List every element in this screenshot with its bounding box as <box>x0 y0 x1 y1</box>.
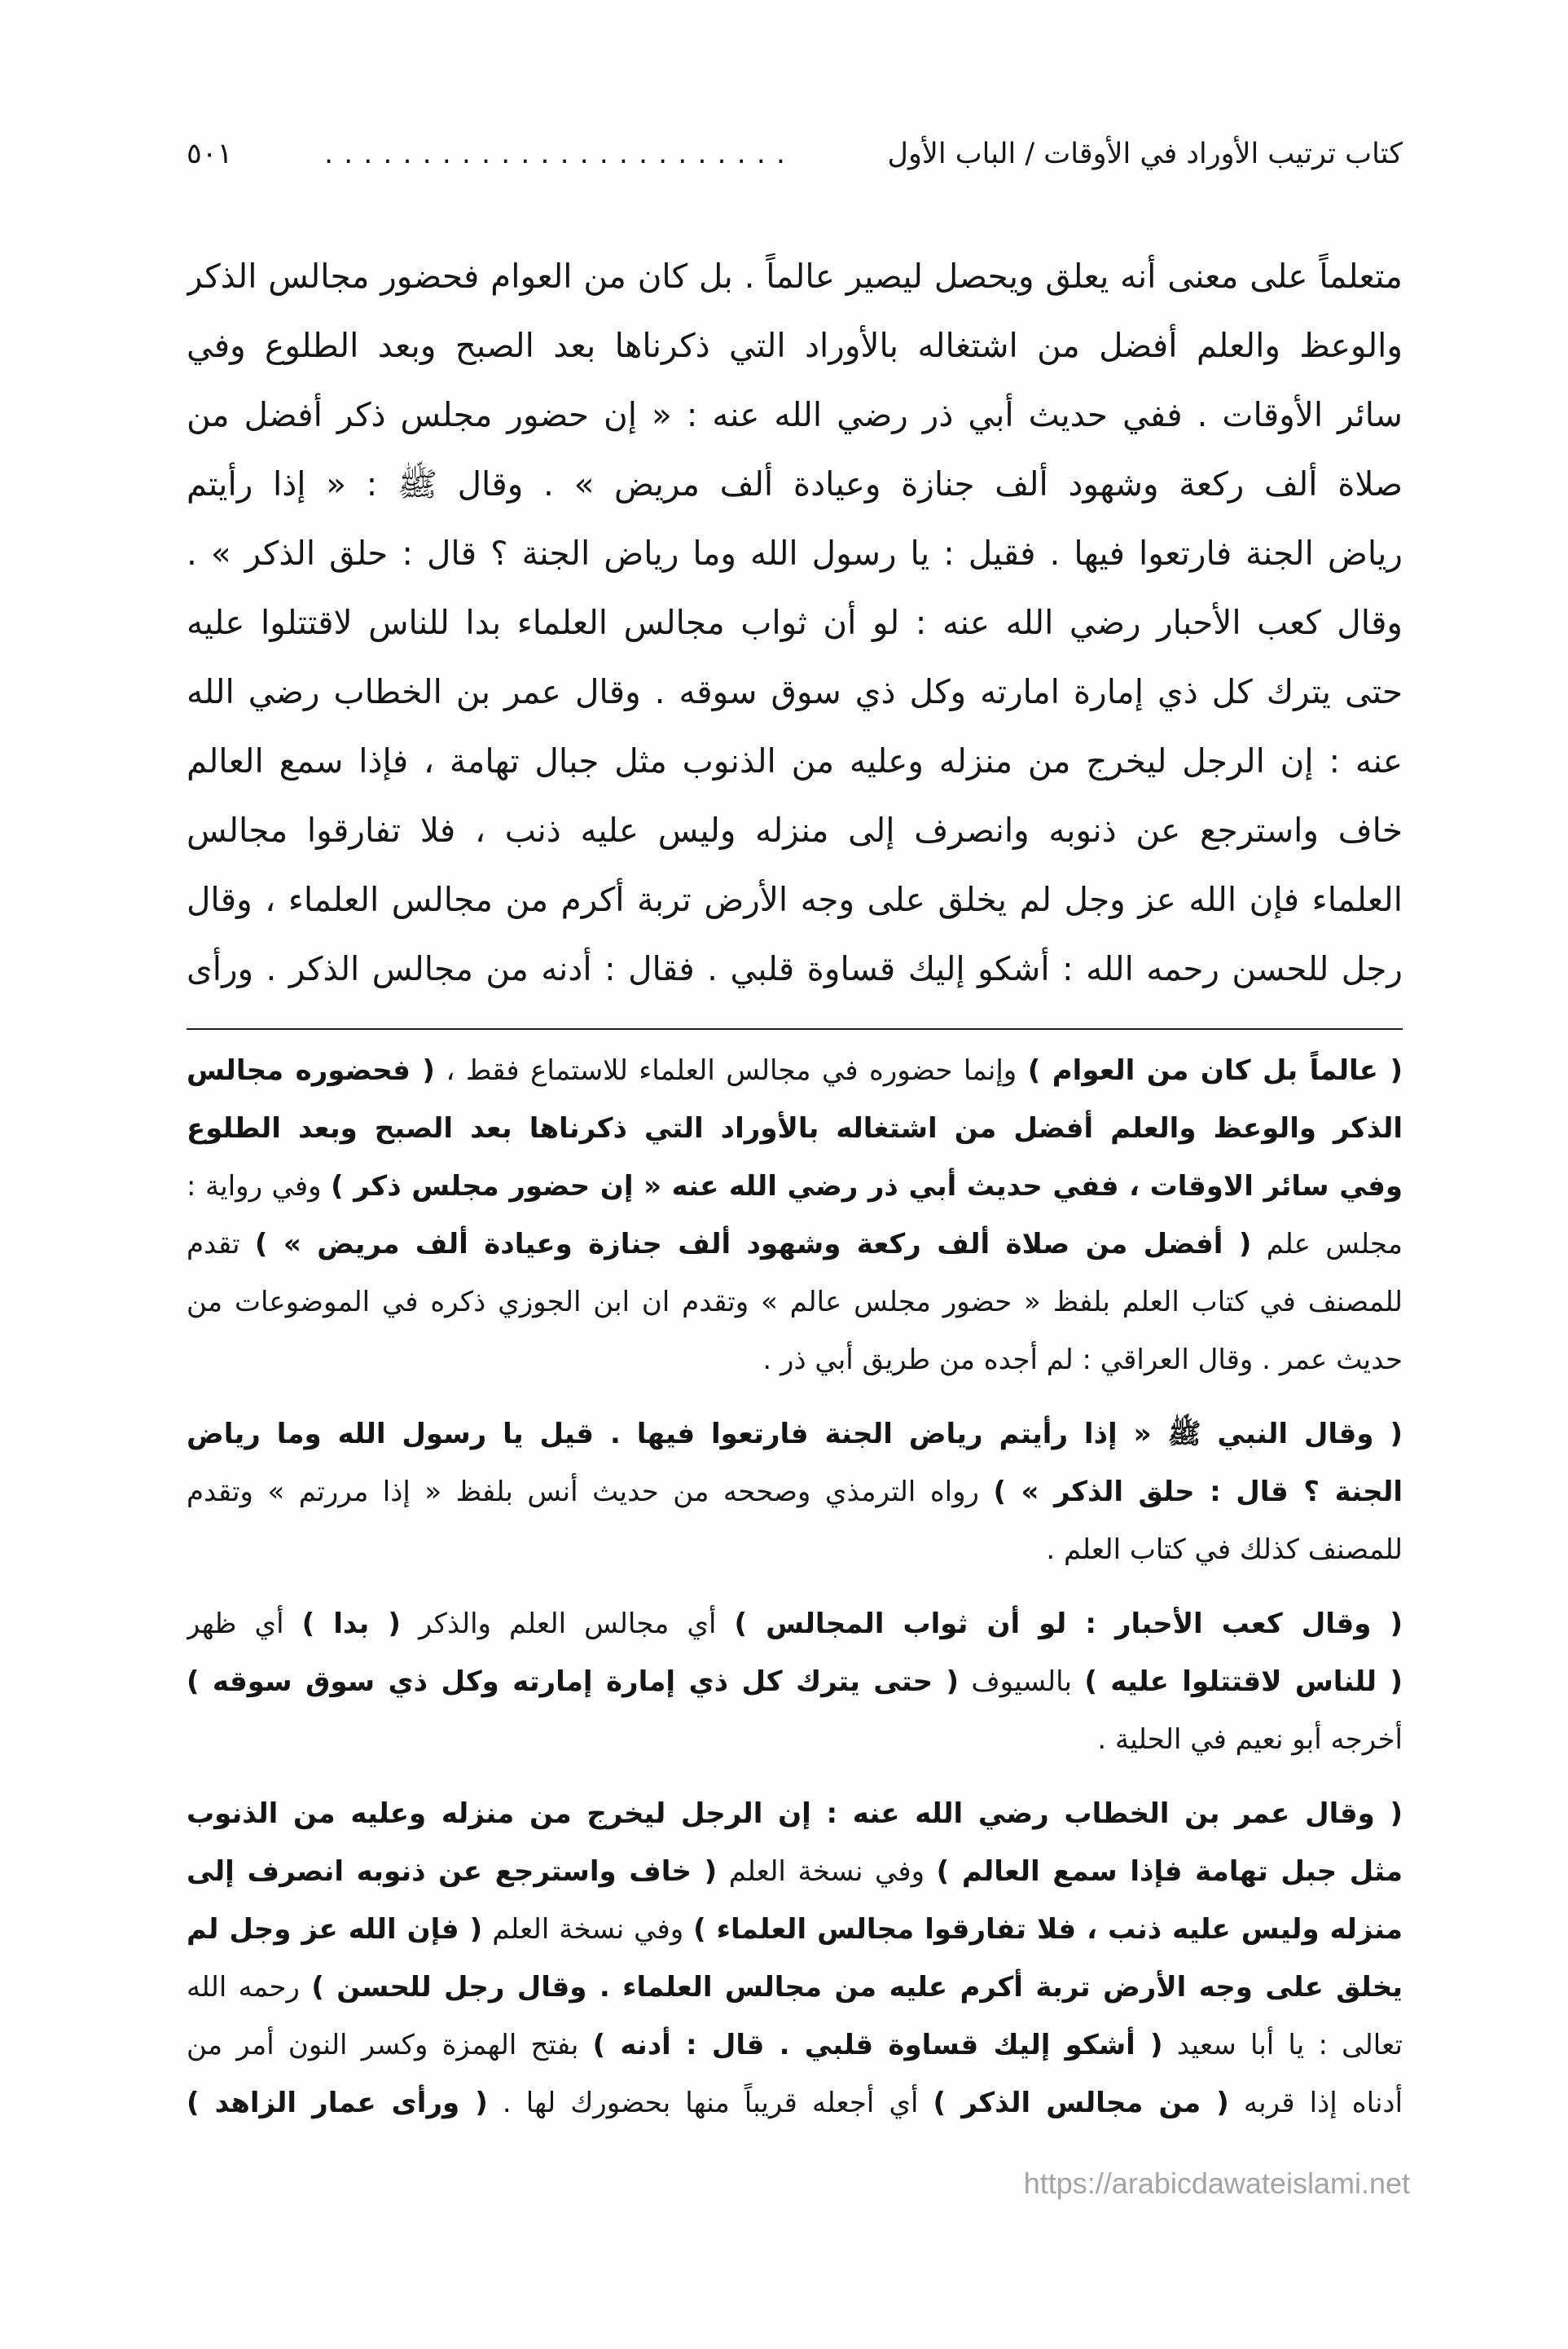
commentary-line <box>187 1959 1403 2017</box>
main-text-line: رجل للحسن رحمه الله : أشكو إليك قساوة قلبي . فقال : أدنه من مجالس الذكر . ورأى <box>187 949 1403 988</box>
main-text <box>187 242 1403 1004</box>
commentary-quoted-text: ( ورأى عمار الزاهد ) <box>187 2087 488 2119</box>
commentary <box>187 1042 1403 2132</box>
main-text-line: رياض الجنة فارتعوا فيها . فقيل : يا رسول الله وما رياض الجنة ؟ قال : حلق الذكر » . <box>187 534 1403 573</box>
main-text-line: خاف واسترجع عن ذنوبه وانصرف إلى منزله وليس عليه ذنب ، فلا تفارقوا مجالس <box>187 811 1403 850</box>
commentary-line <box>187 1521 1403 1579</box>
commentary-explanation-text: للمصنف في كتاب العلم بلفظ « حضور مجلس عالم » وتقدم ان ابن الجوزي ذكره في الموضوعات من <box>187 1286 1403 1318</box>
commentary-quoted-text: مثل جبل تهامة فإذا سمع العالم ) <box>936 1855 1403 1888</box>
commentary-quoted-text: ( وقال عمر بن الخطاب رضي الله عنه : إن الرجل ليخرج من منزله وعليه من الذنوب <box>187 1797 1403 1830</box>
commentary-paragraph <box>187 1595 1403 1769</box>
commentary-quoted-text: ( أفضل من صلاة ألف ركعة وشهود ألف جنازة وعيادة ألف مريض » ) <box>254 1228 1252 1260</box>
commentary-line <box>187 1463 1403 1521</box>
commentary-quoted-text: يخلق على وجه الأرض تربة أكرم عليه من مجالس العلماء . وقال رجل للحسن ) <box>311 1971 1403 2004</box>
commentary-paragraph <box>187 1785 1403 2132</box>
commentary-explanation-text: وفي نسخة العلم <box>728 1855 925 1888</box>
commentary-explanation-text: مجلس علم <box>1266 1228 1403 1260</box>
commentary-explanation-text: للمصنف كذلك في كتاب العلم . <box>1046 1533 1403 1566</box>
commentary-line <box>187 1843 1403 1901</box>
commentary-quoted-text: ( فإن الله عز وجل لم <box>187 1913 483 1946</box>
commentary-line <box>187 1595 1403 1653</box>
commentary-line <box>187 1331 1403 1389</box>
main-text-line: عنه : إن الرجل ليخرج من منزله وعليه من الذنوب مثل جبال تهامة ، فإذا سمع العالم <box>187 741 1403 781</box>
commentary-line <box>187 1405 1403 1463</box>
commentary-line <box>187 1785 1403 1843</box>
commentary-explanation-text: أخرجه أبو نعيم في الحلية . <box>1097 1723 1403 1756</box>
header-leader-dots: ........................ <box>323 138 796 170</box>
commentary-paragraph <box>187 1405 1403 1579</box>
commentary-line <box>187 1653 1403 1711</box>
commentary-explanation-text: تقدم <box>187 1228 240 1260</box>
commentary-explanation-text: وإنما حضوره في مجالس العلماء للاستماع فقط ، <box>446 1054 1017 1087</box>
commentary-explanation-text: حديث عمر . وقال العراقي : لم أجده من طريق أبي ذر . <box>762 1344 1403 1376</box>
main-text-line: حتى يترك كل ذي إمارة امارته وكل ذي سوق سوقه . وقال عمر بن الخطاب رضي الله <box>187 672 1403 711</box>
commentary-quoted-text: منزله وليس عليه ذنب ، فلا تفارقوا مجالس العلماء ) <box>693 1913 1403 1946</box>
commentary-quoted-text: ( للناس لاقتتلوا عليه ) <box>1084 1665 1403 1698</box>
commentary-explanation-text: بفتح الهمزة وكسر النون أمر من <box>187 2029 579 2061</box>
commentary-explanation-text: أي أجعله قريباً منها بحضورك لها . <box>502 2087 919 2119</box>
commentary-explanation-text: وفي نسخة العلم <box>492 1913 684 1946</box>
commentary-quoted-text: ( عالماً بل كان من العوام ) <box>1027 1054 1403 1087</box>
commentary-quoted-text: ( فحضوره مجالس <box>187 1054 435 1087</box>
commentary-line <box>187 1100 1403 1158</box>
running-header <box>187 130 1403 178</box>
commentary-explanation-text: أدناه إذا قربه <box>1243 2087 1403 2119</box>
commentary-quoted-text: ( وقال النبي ﷺ « إذا رأيتم رياض الجنة فارتعوا فيها . قيل يا رسول الله وما رياض <box>187 1418 1403 1450</box>
commentary-line <box>187 1216 1403 1273</box>
commentary-line <box>187 1158 1403 1216</box>
commentary-line <box>187 2017 1403 2074</box>
main-text-line: سائر الأوقات . ففي حديث أبي ذر رضي الله عنه : « إن حضور مجلس ذكر أفضل من <box>187 395 1403 434</box>
commentary-paragraph <box>187 1042 1403 1389</box>
commentary-quoted-text: الجنة ؟ قال : حلق الذكر » ) <box>993 1476 1403 1508</box>
watermark-url: https://arabicdawateislami.net <box>1023 2166 1410 2200</box>
commentary-explanation-text: تعالى : يا أبا سعيد <box>1176 2029 1403 2061</box>
commentary-quoted-text: ( أشكو إليك قساوة قلبي . قال : أدنه ) <box>592 2029 1163 2061</box>
main-text-line: العلماء فإن الله عز وجل لم يخلق على وجه الأرض تربة أكرم من مجالس العلماء ، وقال <box>187 880 1403 919</box>
commentary-explanation-text: أي ظهر <box>187 1608 284 1640</box>
commentary-quoted-text: الذكر والوعظ والعلم أفضل من اشتغاله بالأوراد التي ذكرناها بعد الصبح وبعد الطلوع <box>187 1112 1403 1145</box>
commentary-explanation-text: بالسيوف <box>971 1665 1072 1698</box>
commentary-line <box>187 1901 1403 1959</box>
commentary-explanation-text: رواه الترمذي وصححه من حديث أنس بلفظ « إذا مررتم » وتقدم <box>187 1476 979 1508</box>
commentary-quoted-text: ( بدا ) <box>301 1608 401 1640</box>
footnote-divider <box>187 1028 1403 1030</box>
commentary-quoted-text: ( حتى يترك كل ذي إمارة إمارته وكل ذي سوق سوقه ) <box>187 1665 960 1698</box>
commentary-line <box>187 1273 1403 1331</box>
page-number: ٥٠١ <box>187 138 233 170</box>
main-text-line: صلاة ألف ركعة وشهود ألف جنازة وعيادة ألف مريض » . وقال ﷺ : « إذا رأيتم <box>187 464 1403 504</box>
commentary-quoted-text: ( وقال كعب الأحبار : لو أن ثواب المجالس ) <box>734 1608 1403 1640</box>
main-text-line: متعلماً على معنى أنه يعلق ويحصل ليصير عالماً . بل كان من العوام فحضور مجالس الذكر <box>187 257 1403 296</box>
commentary-explanation-text: أي مجالس العلم والذكر <box>418 1608 717 1640</box>
commentary-line <box>187 1711 1403 1769</box>
commentary-quoted-text: ( خاف واسترجع عن ذنوبه انصرف إلى <box>187 1855 718 1888</box>
main-text-line: وقال كعب الأحبار رضي الله عنه : لو أن ثواب مجالس العلماء بدا للناس لاقتتلوا عليه <box>187 603 1403 642</box>
commentary-quoted-text: وفي سائر الاوقات ، ففي حديث أبي ذر رضي الله عنه « إن حضور مجلس ذكر ) <box>331 1170 1403 1203</box>
main-text-line: والوعظ والعلم أفضل من اشتغاله بالأوراد التي ذكرناها بعد الصبح وبعد الطلوع وفي <box>187 326 1403 365</box>
header-title: كتاب ترتيب الأوراد في الأوقات / الباب الأول <box>887 138 1403 170</box>
commentary-quoted-text: ( من مجالس الذكر ) <box>933 2087 1229 2119</box>
commentary-explanation-text: وفي رواية : <box>187 1170 322 1203</box>
commentary-explanation-text: رحمه الله <box>187 1971 300 2004</box>
commentary-line <box>187 1042 1403 1100</box>
commentary-line <box>187 2074 1403 2132</box>
